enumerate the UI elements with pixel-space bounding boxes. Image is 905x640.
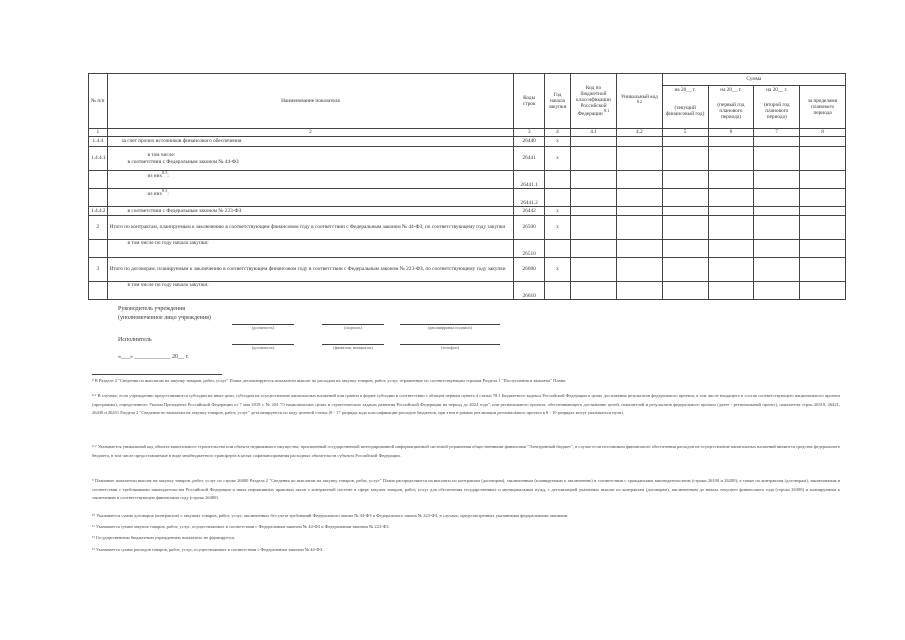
row-name-cell bbox=[107, 189, 514, 207]
footnote-11: ¹¹ Указывается сумма закупок товаров, работ, услуг, осуществляемых в соответствии с Федеральным законом № 44-ФЗ и Федеральным законом № 223-ФЗ. bbox=[92, 524, 390, 529]
row-year: x bbox=[544, 216, 570, 240]
caption-decode: (расшифровка подписи) bbox=[428, 325, 472, 330]
colnum: 1 bbox=[89, 129, 108, 137]
row-name: в соответствии с Федеральным законом № 223-ФЗ bbox=[107, 207, 514, 216]
executor-label: Исполнитель bbox=[118, 337, 152, 343]
row-name-prefix: в том числе: bbox=[147, 152, 176, 159]
footnote-12: ¹² Государственным бюджетным учреждением показатель не формируется. bbox=[92, 535, 236, 540]
footnote-9: ⁹ Плановые показатели выплат на закупку товаров, работ, услуг по строке 26000 Раздела 2 "Сведения по выплатам на закупку товаров, работ, услуг" Плана распределяются на выплаты по контрактам (договорам), заключенным (планируемым к заключению) в соответствии с гражданским законодательством (строки 26100 и 26200), а также по контрактам (договорам), заключаемым в соответствии с требованиями законодательства Российской Федерации и иных нормативных правовых актов о контрактной системе в сфере закупок товаров, работ, услуг для обеспечения государственных и муниципальных нужд, с детализацией указанных выплат по контрактам (договорам), заключенным до начала текущего финансового года (строка 26300) и планируемым к заключению в соответствующем финансовом году (строка 26400). bbox=[92, 478, 840, 501]
header-code: Коды строк bbox=[514, 74, 545, 129]
header-year2: на 20__ г. bbox=[708, 86, 754, 95]
colnum: 8 bbox=[800, 129, 846, 137]
row-name: в том числе по году начала закупки: bbox=[107, 240, 514, 258]
header-beyond: за пределами планового периода bbox=[800, 86, 846, 129]
header-unique-code-sup: 8.2 bbox=[636, 99, 642, 105]
colnum: 4 bbox=[544, 129, 570, 137]
row-name: в соответствии с Федеральным законом № 44-ФЗ bbox=[127, 158, 239, 165]
footnote-10: ¹⁰ Указывается сумма договоров (контрактов) о закупках товаров, работ, услуг, заключенных без учета требований Федерального закона № 44-ФЗ и Федерального закона № 223-ФЗ, в случаях, предусмотренных указанными федеральными законами. bbox=[92, 513, 569, 518]
table-row bbox=[89, 282, 846, 300]
row-num: 1.4.4.2 bbox=[89, 207, 108, 216]
footnote-8-1: ⁸·¹ В случаях, если учреждению предоставляются субсидии на иные цели, субсидии на осуществление капитальных вложений или гранты в форме субсидии в соответствии с абзацем первым пункта 4 статьи 78.1 Бюджетного кодекса Российской Федерации в целях достижения результатов федерального проекта, в том числе входящего в состав соответствующего национального проекта (программы), определенного Указом Президента Российской Федерации от 7 мая 2018 г. № 204 "О национальных целях и стратегических задачах развития Российской Федерации на период до 2024 года", или регионального проекта, обеспечивающего достижение целей, показателей и результатов федерального проекта (далее - региональный проект), показатели строк 26310, 26421, 26430 и 26451 Раздела 2 "Сведения по выплатам на закупку товаров, работ, услуг" детализируются по коду целевой статьи (8 - 17 разряды кода классификации расходов бюджетов, при этом в рамках реализации регионального проекта в 8 - 10 разрядах могут указываться нули). bbox=[92, 393, 840, 416]
row-code: 26610 bbox=[514, 282, 545, 300]
row-year: x bbox=[544, 137, 570, 147]
row-code: 26500 bbox=[514, 216, 545, 240]
row-name-sup: 8.3 bbox=[162, 170, 168, 175]
row-year: x bbox=[544, 147, 570, 171]
colnum: 4.1 bbox=[571, 129, 617, 137]
colnum: 4.2 bbox=[616, 129, 662, 137]
head-label: Руководитель учреждения bbox=[118, 306, 186, 312]
sign-date: «___» ____________ 20__ г. bbox=[118, 354, 189, 360]
header-year3-desc: (второй год планового периода) bbox=[754, 95, 800, 129]
header-year2-desc: (первый год планового периода) bbox=[708, 95, 754, 129]
caption-phone: (телефон) bbox=[441, 345, 459, 350]
row-code: 26441 bbox=[514, 147, 545, 171]
row-name: Итого по контрактам, планируемым к заключению в соответствующем финансовом году в соответствии с Федеральным законом № 44-ФЗ, по соответствующему году закупки bbox=[107, 216, 514, 240]
row-name-colon: : bbox=[167, 172, 169, 179]
colnum: 2 bbox=[107, 129, 514, 137]
header-name: Наименование показателя bbox=[107, 74, 514, 129]
header-year: Год начала закупки bbox=[544, 74, 570, 129]
row-code: 26600 bbox=[514, 258, 545, 282]
footnote-separator bbox=[92, 374, 222, 375]
caption-fio: (фамилия, инициалы) bbox=[333, 345, 373, 350]
row-num: 1.4.4.1 bbox=[89, 147, 108, 171]
row-num: 3 bbox=[89, 258, 108, 282]
table-row bbox=[89, 137, 846, 147]
row-name: из них bbox=[147, 190, 163, 197]
table-row bbox=[89, 147, 846, 171]
row-name-cell bbox=[107, 147, 514, 171]
header-budget-code bbox=[571, 74, 617, 129]
header-year1: на 20__ г. bbox=[662, 86, 708, 95]
row-code: 26441.2 bbox=[514, 189, 545, 207]
colnum: 7 bbox=[754, 129, 800, 137]
row-name-sup: 8.3 bbox=[162, 188, 168, 193]
footnote-8: ⁸ В Разделе 2 "Сведения по выплатам на закупку товаров, работ, услуг" Плана детализируются показатели выплат по расходам на закупку товаров, работ, услуг, отраженные по соответствующим строкам Раздела 1 "Поступления и выплаты" Плана. bbox=[92, 378, 567, 383]
row-name: Итого по договорам, планируемым к заключению в соответствующем финансовом году в соответствии с Федеральным законом № 223-ФЗ, по соответствующему году закупки bbox=[107, 258, 514, 282]
colnum: 5 bbox=[662, 129, 708, 137]
caption-position-2: (должность) bbox=[251, 345, 275, 350]
row-name-cell bbox=[107, 171, 514, 189]
row-name-colon: : bbox=[167, 190, 169, 197]
caption-signature: (подпись) bbox=[344, 325, 362, 330]
colnum: 3 bbox=[514, 129, 545, 137]
row-code: 26442 bbox=[514, 207, 545, 216]
procurement-table bbox=[88, 73, 846, 300]
table-row bbox=[89, 240, 846, 258]
row-name: из них bbox=[147, 172, 163, 179]
footnote-13: ¹³ Указывается сумма расходов товаров, работ, услуг, осуществляемых в соответствии с Федеральным законом № 44-ФЗ. bbox=[92, 547, 324, 552]
row-code: 26510 bbox=[514, 240, 545, 258]
table-row bbox=[89, 189, 846, 207]
row-name: в том числе по году начала закупки: bbox=[107, 282, 514, 300]
row-year: x bbox=[544, 207, 570, 216]
header-num: № п/п bbox=[89, 74, 108, 129]
header-sum: Сумма bbox=[662, 74, 845, 86]
row-year: x bbox=[544, 258, 570, 282]
header-budget-code-sup: 8.1 bbox=[604, 108, 610, 114]
row-num: 1.4.4 bbox=[89, 137, 108, 147]
head-label-2: (уполномоченное лицо учреждения) bbox=[118, 315, 211, 321]
row-name: за счет прочих источников финансового обеспечения bbox=[107, 137, 514, 147]
table-row bbox=[89, 216, 846, 240]
table-row bbox=[89, 171, 846, 189]
colnum: 6 bbox=[708, 129, 754, 137]
caption-position: (должность) bbox=[251, 325, 275, 330]
header-budget-code-text: Код по бюджетной классификации Российской Федерации bbox=[576, 84, 611, 117]
row-code: 26441.1 bbox=[514, 171, 545, 189]
row-num: 2 bbox=[89, 216, 108, 240]
table-row bbox=[89, 207, 846, 216]
table-row bbox=[89, 258, 846, 282]
header-year1-desc: (текущий финансовый год) bbox=[662, 95, 708, 129]
header-year3: на 20__ г. bbox=[754, 86, 800, 95]
header-unique-code-text: Уникальный код bbox=[620, 94, 658, 101]
header-unique-code bbox=[616, 74, 662, 129]
footnote-8-2: ⁸·² Указывается уникальный код объекта капитального строительства или объекта недвижимого имущества, присвоенный государственной интегрированной информационной системой управления общественными финансами "Электронный бюджет", в случае если источником финансового обеспечения расходов на осуществление капитальных вложений являются средства федерального бюджета, в том числе предоставляемые в виде межбюджетного трансферта в целях софинансирования расходных обязательств субъекта Российской Федерации. bbox=[92, 444, 840, 458]
row-code: 26440 bbox=[514, 137, 545, 147]
